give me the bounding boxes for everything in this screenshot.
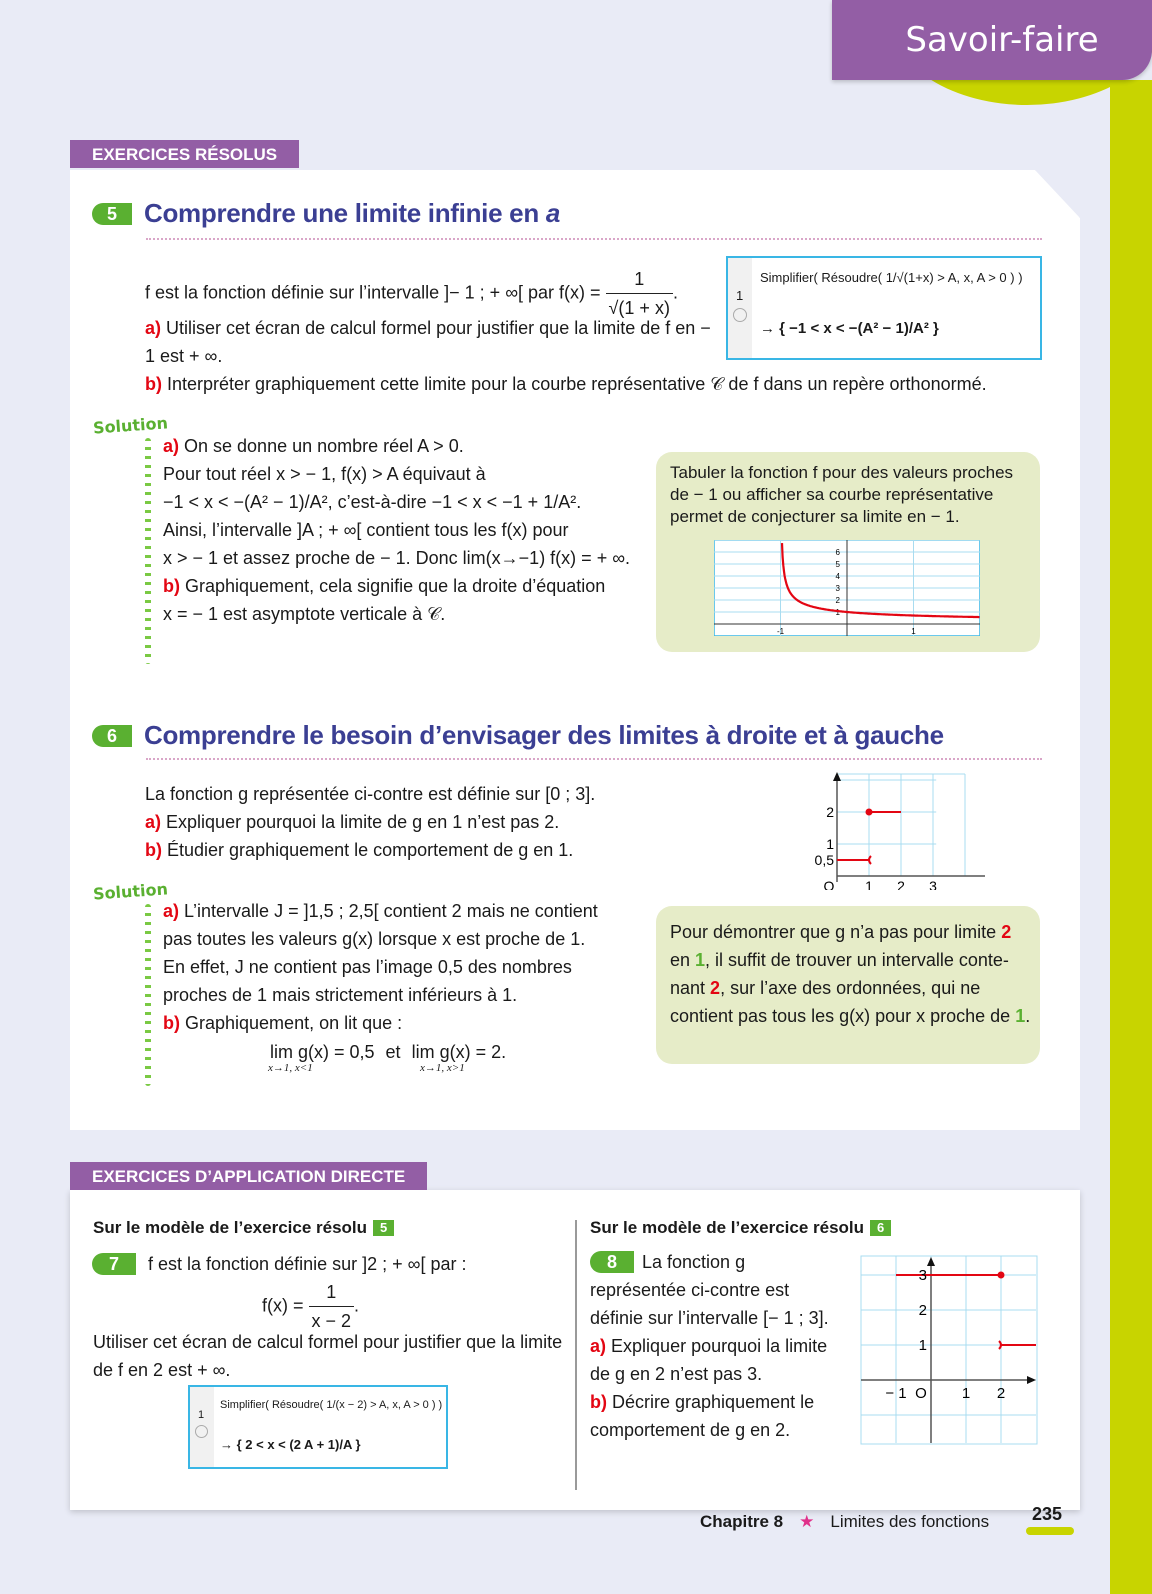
question-text: Décrire graphiquement le comportement de g en 2. — [590, 1392, 815, 1440]
question-text: Expliquer pourquoi la limite de g en 1 n’est pas 2. — [166, 812, 560, 832]
star-icon: ★ — [799, 1512, 815, 1531]
right-limit-subscript: x→1, x>1 — [420, 1062, 465, 1074]
cas-output: → { −1 < x < −(A² − 1)/A² } — [760, 320, 939, 337]
formula-fraction — [309, 1278, 355, 1335]
question-label: b) — [145, 840, 162, 860]
solution-label-part: a) — [163, 901, 185, 921]
exercise-8-statement: La fonction g représentée ci-contre est définie sur l’intervalle [− 1 ; 3]. — [590, 1252, 829, 1328]
solution-text: En effet, J ne contient pas l’image 0,5 des nombres — [163, 957, 572, 977]
exercise-5-statement: f est la fonction définie sur l’intervalle ]− 1 ; + ∞[ par f(x) = $\frac{1}{√(1 + x)}$ . — [145, 265, 715, 322]
cas-output: → { 2 < x < (2 A + 1)/A } — [220, 1437, 361, 1452]
solution-line — [163, 488, 633, 516]
question-label: b) — [590, 1392, 607, 1412]
solution-text: proches de 1 mais strictement inférieurs à 1. — [163, 985, 518, 1005]
y-axis-arrow-icon — [833, 772, 841, 781]
solution-line — [163, 572, 633, 600]
page-footer — [700, 1512, 989, 1532]
section-tag-direct: EXERCICES D’APPLICATION DIRECTE — [70, 1162, 427, 1190]
exercise-title-text: Comprendre le besoin d’envisager des limites à droite et à gauche — [144, 720, 944, 750]
y-tick-label: 1 — [835, 608, 840, 617]
cas-screen-ex5 — [726, 256, 1042, 360]
exercise-number: 7 — [92, 1253, 136, 1275]
question-text: Expliquer pourquoi la limite de g en 2 n’est pas 3. — [590, 1336, 828, 1384]
cas-input: Simplifier( Résoudre( 1/√(1+x) > A, x, A > 0 ) ) — [760, 270, 1023, 285]
title-variable: a — [545, 198, 560, 228]
x-tick-label: 1 — [911, 627, 916, 636]
left-limit-subscript: x→1, x<1 — [268, 1062, 313, 1074]
question-text: Utiliser cet écran de calcul formel pour justifier que la limite de f en − 1 est + ∞. — [145, 318, 711, 366]
tip-box-ex6 — [656, 906, 1040, 1064]
y-tick-label: 0,5 — [814, 852, 834, 868]
page-number-underline — [1026, 1527, 1074, 1535]
exercise-7-header — [92, 1250, 467, 1278]
function-graph-ex5 — [714, 540, 980, 636]
closed-endpoint — [866, 809, 873, 816]
tip-text: Tabuler la fonction f pour des valeurs proches de − 1 ou afficher sa courbe représentative permet de conjecturer sa limite en − 1. — [670, 463, 1014, 526]
solution-text: pas toutes les valeurs g(x) lorsque x est proche de 1. — [163, 929, 586, 949]
y-tick-label: 1 — [918, 1337, 927, 1354]
solution-line — [163, 544, 633, 572]
title-divider — [146, 238, 1042, 240]
statement-text: f est la fonction définie sur l’intervalle ]− 1 ; + ∞[ par f(x) = — [145, 282, 606, 303]
tip-highlight: 2 — [1001, 922, 1012, 942]
x-tick-label: − 1 — [885, 1385, 907, 1402]
cas-radio-icon[interactable] — [733, 308, 747, 322]
x-tick-label: 2 — [897, 878, 905, 890]
model-reference-6 — [590, 1218, 891, 1238]
solution-line — [163, 1009, 633, 1037]
cas-line-number: 1 — [736, 288, 744, 303]
exercise-number: 8 — [590, 1251, 634, 1273]
model-text: Sur le modèle de l’exercice résolu — [590, 1218, 865, 1237]
y-tick-label: 2 — [918, 1302, 927, 1319]
section-badge — [832, 0, 1152, 100]
question-text: Étudier graphiquement le comportement de g en 1. — [167, 840, 574, 860]
question-label: a) — [145, 318, 162, 338]
fraction-numerator: 1 — [309, 1278, 355, 1307]
x-tick-label: O — [915, 1385, 927, 1402]
step-graph-ex8 — [860, 1255, 1040, 1445]
cas-screen-ex7 — [188, 1385, 448, 1469]
tip-part: , il suffit de trouver un intervalle contenant — [670, 950, 1009, 998]
model-text: Sur le modèle de l’exercice résolu — [93, 1218, 368, 1237]
question-a — [145, 314, 715, 370]
tip-part: . — [1025, 1006, 1031, 1026]
solution-text: −1 < x < −(A² − 1)/A², c’est-à-dire −1 < x < −1 + 1/A². — [163, 492, 582, 512]
solution-label-part: b) — [163, 1013, 185, 1033]
x-tick-label: 2 — [996, 1385, 1006, 1402]
exercise-6-statement: La fonction g représentée ci-contre est définie sur [0 ; 3]. — [145, 784, 596, 804]
step-graph-ex6 — [805, 770, 985, 890]
solution-text: x = − 1 est asymptote verticale à 𝒞. — [163, 604, 446, 624]
solution-text: Graphiquement, cela signifie que la droite d’équation — [185, 576, 606, 596]
solution-line — [163, 925, 633, 953]
x-tick-label: 1 — [961, 1385, 971, 1402]
x-tick-label: 3 — [929, 878, 937, 890]
y-tick-label: 5 — [835, 560, 840, 569]
open-endpoint — [869, 856, 871, 864]
badge-label: Savoir-faire — [905, 20, 1099, 60]
question-label: a) — [145, 812, 162, 832]
tip-box-ex5 — [656, 452, 1040, 652]
solution-line — [163, 897, 633, 925]
solution-label-part: b) — [163, 576, 185, 596]
question-label: b) — [145, 374, 162, 394]
solution-line — [163, 981, 633, 1009]
solution-line — [163, 460, 633, 488]
solution-margin-line — [145, 438, 151, 664]
tip-highlight: 2 — [710, 978, 721, 998]
model-ref-tag: 6 — [870, 1220, 891, 1236]
question-b — [145, 370, 1045, 398]
solution-text: Graphiquement, on lit que : — [185, 1013, 403, 1033]
question-b — [590, 1388, 848, 1444]
column-divider — [575, 1220, 577, 1490]
x-tick-label: 1 — [865, 878, 873, 890]
y-tick-label: 3 — [835, 584, 840, 593]
fraction-denominator: x − 2 — [311, 1311, 352, 1331]
solution-label: Solution — [92, 879, 169, 904]
question-label: a) — [590, 1336, 607, 1356]
solution-text: Ainsi, l’intervalle ]A ; + ∞[ contient tous les f(x) pour — [163, 520, 569, 540]
model-ref-tag: 5 — [373, 1220, 394, 1236]
exercise-7-formula: f(x) = $\frac{1}{x - 2}$ . — [262, 1278, 359, 1335]
left-limit: lim g(x) = 0,5 — [270, 1042, 375, 1062]
exercise-number: 6 — [92, 725, 132, 747]
question-a — [590, 1332, 848, 1388]
y-tick-label: 1 — [826, 836, 834, 852]
exercise-5-title — [92, 198, 560, 229]
solution-line — [163, 432, 633, 460]
solution-line — [163, 953, 633, 981]
y-tick-label: 3 — [918, 1267, 927, 1284]
section-tag-solved: EXERCICES RÉSOLUS — [70, 140, 299, 168]
closed-endpoint — [998, 1272, 1005, 1279]
fraction-denominator: √(1 + x) — [608, 298, 670, 318]
tip-part: Pour démontrer que g n’a pas pour limite — [670, 922, 1002, 942]
question-text: Interpréter graphiquement cette limite pour la courbe représentative 𝒞 de f dans un repère orthonormé. — [167, 374, 987, 394]
exercise-number: 5 — [92, 203, 132, 225]
limits-connector: et — [385, 1042, 401, 1062]
exercise-6-title — [92, 720, 944, 751]
cas-line-number: 1 — [198, 1409, 205, 1421]
solution-text: Pour tout réel x > − 1, f(x) > A équivaut à — [163, 464, 486, 484]
question-b — [145, 836, 573, 864]
x-tick-label: O — [823, 878, 835, 890]
cas-input: Simplifier( Résoudre( 1/(x − 2) > A, x, A > 0 ) ) — [220, 1399, 443, 1411]
solution-6-body — [163, 897, 633, 1037]
tip-part: en — [670, 950, 696, 970]
solution-text: L’intervalle J = ]1,5 ; 2,5[ contient 2 mais ne contient — [184, 901, 598, 921]
y-tick-label: 2 — [835, 596, 840, 605]
solution-5-body — [163, 432, 633, 628]
page-number: 235 — [1032, 1504, 1063, 1524]
tip-part: , sur l’axe des ordonnées, qui ne contient pas tous les g(x) pour x proche de — [670, 978, 1016, 1026]
solution-line — [163, 600, 633, 628]
solution-margin-line — [145, 904, 151, 1086]
exercise-7-statement: f est la fonction définie sur ]2 ; + ∞[ par : — [148, 1254, 467, 1274]
right-limit: lim g(x) = 2. — [411, 1042, 507, 1062]
exercise-title-text: Comprendre une limite infinie en — [144, 198, 546, 228]
y-tick-label: 6 — [835, 548, 840, 557]
solution-label-part: a) — [163, 436, 185, 456]
tip-highlight: 1 — [695, 950, 706, 970]
solution-label: Solution — [92, 413, 169, 438]
chapter-side-bar — [1110, 80, 1152, 1594]
solution-text: On se donne un nombre réel A > 0. — [184, 436, 464, 456]
tip-highlight: 1 — [1015, 1006, 1026, 1026]
y-tick-label: 4 — [835, 572, 840, 581]
model-reference-5 — [93, 1218, 394, 1238]
tip-text — [670, 918, 1032, 1030]
fraction-numerator: 1 — [606, 265, 673, 294]
solution-text: x > − 1 et assez proche de − 1. Donc lim(x→−1) f(x) = + ∞. — [163, 548, 631, 568]
formula-lhs: f(x) = — [262, 1295, 309, 1316]
cas-radio-icon[interactable] — [195, 1425, 208, 1438]
y-tick-label: 2 — [826, 804, 834, 820]
solution-line — [163, 516, 633, 544]
chapter-title: Limites des fonctions — [830, 1512, 990, 1531]
chapter-label: Chapitre 8 — [700, 1512, 784, 1531]
question-a — [145, 808, 559, 836]
x-tick-label: -1 — [776, 627, 785, 636]
exercise-7-question: Utiliser cet écran de calcul formel pour justifier que la limite de f en 2 est + ∞. — [93, 1332, 563, 1380]
title-divider — [146, 758, 1042, 760]
graph-frame — [861, 1256, 1037, 1444]
